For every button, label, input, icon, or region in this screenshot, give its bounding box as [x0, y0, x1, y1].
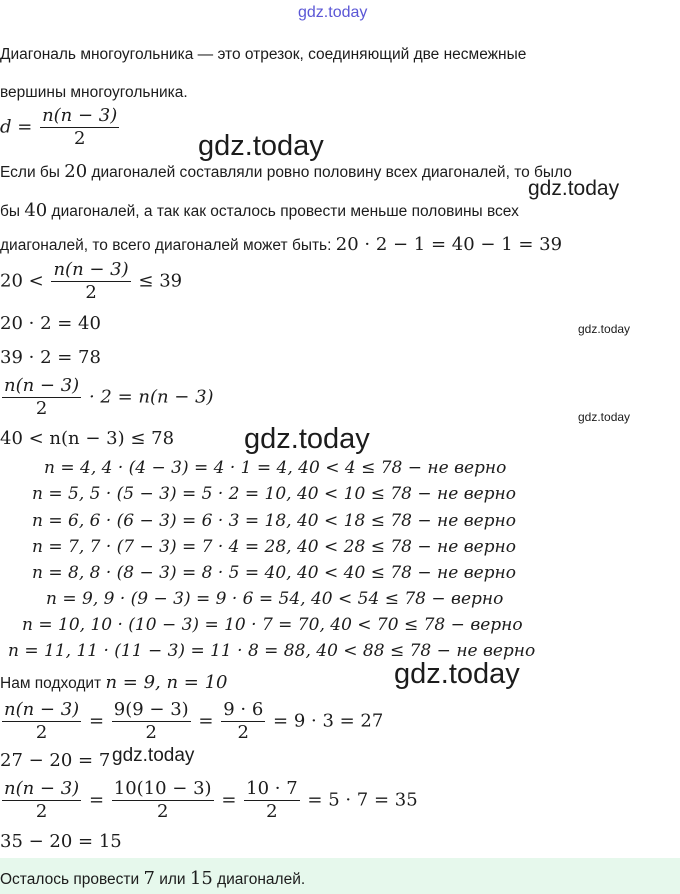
watermark: gdz.today — [112, 745, 195, 766]
case-n10: n = 10, 10 · (10 − 3) = 10 · 7 = 70, 40 < 70 ≤ 78 − верно — [22, 615, 523, 635]
case-n11: n = 11, 11 · (11 − 3) = 11 · 8 = 88, 40 < 88 ≤ 78 − не верно — [8, 641, 536, 661]
reasoning-line-1: Если бы 20 диагоналей составляли ровно половину всех диагоналей, то было — [0, 161, 572, 182]
watermark-top: gdz.today — [298, 4, 368, 21]
case-n5: n = 5, 5 · (5 − 3) = 5 · 2 = 10, 40 < 10 ≤ 78 − не верно — [32, 484, 516, 504]
watermark: gdz.today — [394, 658, 520, 690]
watermark: gdz.today — [198, 130, 324, 162]
remaining-n10: 35 − 20 = 15 — [0, 831, 122, 852]
equation-39x2: 39 · 2 = 78 — [0, 347, 101, 368]
case-n8: n = 8, 8 · (8 − 3) = 8 · 5 = 40, 40 < 40 ≤ 78 − не верно — [32, 563, 516, 583]
inequality-2: 40 < n(n − 3) ≤ 78 — [0, 428, 175, 449]
watermark: gdz.today — [244, 423, 370, 455]
reasoning-line-3: диагоналей, то всего диагоналей может быть: 20 · 2 − 1 = 40 − 1 = 39 — [0, 234, 563, 255]
diagonal-formula: d = $\frac{n(n - 3)}{2}$ — [0, 105, 118, 149]
watermark: gdz.today — [578, 410, 631, 424]
case-n7: n = 7, 7 · (7 − 3) = 7 · 4 = 28, 40 < 28 ≤ 78 − не верно — [32, 537, 516, 557]
definition-line-2: вершины многоугольника. — [0, 84, 188, 101]
equation-multiply: $\frac{n(n - 3)}{2}$ · 2 = n(n − 3) — [4, 375, 214, 419]
answer-text: Осталось провести 7 или 15 диагоналей. — [0, 868, 306, 889]
case-n6: n = 6, 6 · (6 − 3) = 6 · 3 = 18, 40 < 18 ≤ 78 − не верно — [32, 511, 516, 531]
calc-n9: $\frac{n(n - 3)}{2}$ = $\frac{9(9 - 3)}{2}$ = $\frac{9 \cdot 6}{2}$ = 9 · 3 = 27 — [4, 699, 384, 743]
watermark: gdz.today — [578, 322, 631, 336]
definition-line-1: Диагональ многоугольника — это отрезок, соединяющий две несмежные — [0, 46, 527, 63]
calc-n10: $\frac{n(n - 3)}{2}$ = $\frac{10(10 - 3)}{2}$ = $\frac{10 \cdot 7}{2}$ = 5 · 7 = 35 — [4, 778, 418, 822]
case-n9: n = 9, 9 · (9 − 3) = 9 · 6 = 54, 40 < 54 ≤ 78 − верно — [46, 589, 504, 609]
inequality-1: 20 < $\frac{n(n - 3)}{2}$ ≤ 39 — [0, 259, 183, 303]
equation-20x2: 20 · 2 = 40 — [0, 313, 101, 334]
watermark: gdz.today — [528, 177, 620, 200]
case-n4: n = 4, 4 · (4 − 3) = 4 · 1 = 4, 40 < 4 ≤ 78 − не верно — [44, 458, 507, 478]
reasoning-line-2: бы 40 диагоналей, а так как осталось провести меньше половины всех — [0, 200, 519, 221]
suitable-values: Нам подходит n = 9, n = 10 — [0, 672, 228, 693]
remaining-n9: 27 − 20 = 7 — [0, 750, 111, 771]
